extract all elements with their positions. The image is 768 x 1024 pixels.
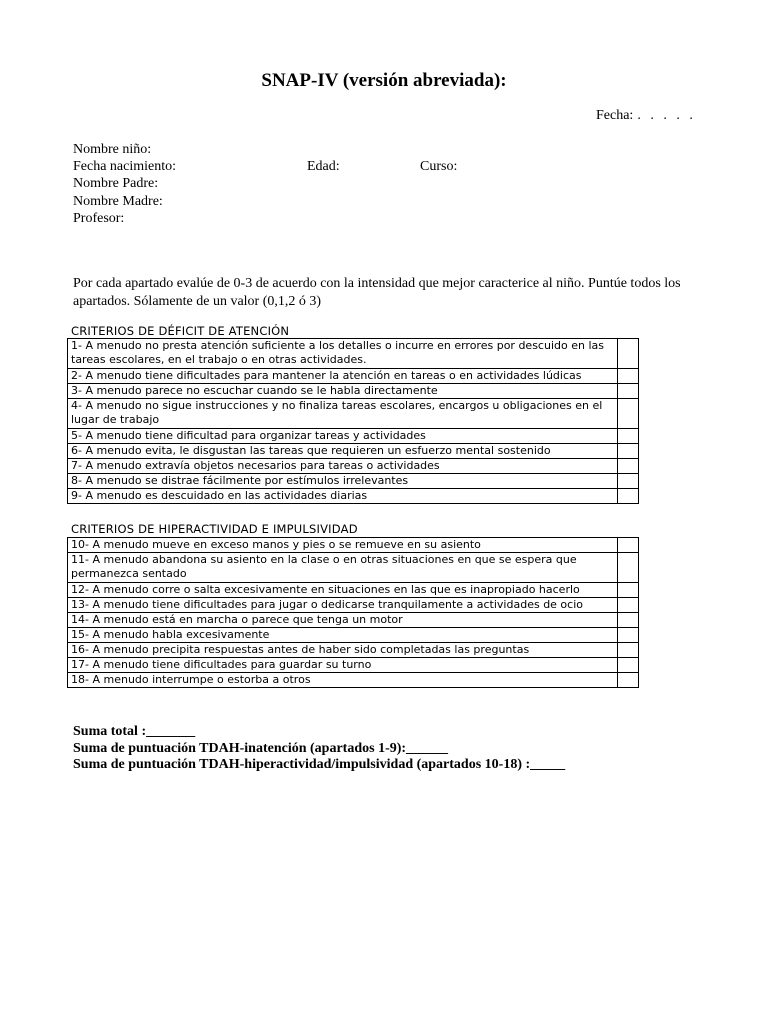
- suma-hiperactividad: Suma de puntuación TDAH-hiperactividad/impulsividad (apartados 10-18) :_____: [73, 757, 566, 772]
- fecha-nacimiento-label: Fecha nacimiento:: [73, 159, 177, 175]
- nombre-padre-label: Nombre Padre:: [73, 176, 159, 192]
- score-cell[interactable]: [618, 598, 639, 613]
- criterion-text: 7- A menudo extravía objetos necesarios para tareas o actividades: [68, 459, 618, 474]
- sums-block: [73, 724, 565, 774]
- criteria-table-inatencion: [67, 338, 639, 504]
- profesor-label: Profesor:: [73, 210, 125, 226]
- table-row: [68, 613, 639, 628]
- score-cell[interactable]: [618, 628, 639, 643]
- criteria-table-hiperactividad: [67, 537, 639, 688]
- table-row: [68, 489, 639, 504]
- score-cell[interactable]: [618, 613, 639, 628]
- score-cell[interactable]: [618, 399, 639, 429]
- document-title: SNAP-IV (versión abreviada):: [261, 70, 507, 91]
- score-cell[interactable]: [618, 339, 639, 369]
- table-row: [68, 384, 639, 399]
- suma-total: Suma total :_______: [73, 724, 196, 739]
- criterion-text: 9- A menudo es descuidado en las actividades diarias: [68, 489, 618, 504]
- table-row: [68, 429, 639, 444]
- score-cell[interactable]: [618, 538, 639, 553]
- criterion-text: 18- A menudo interrumpe o estorba a otros: [68, 673, 618, 688]
- section-title-hiperactividad: CRITERIOS DE HIPERACTIVIDAD E IMPULSIVIDAD: [71, 522, 358, 536]
- nombre-madre-label: Nombre Madre:: [73, 193, 163, 209]
- curso-label: Curso:: [420, 159, 458, 175]
- table-row: [68, 369, 639, 384]
- score-cell[interactable]: [618, 489, 639, 504]
- criterion-text: 16- A menudo precipita respuestas antes de haber sido completadas las preguntas: [68, 643, 618, 658]
- criterion-text: 8- A menudo se distrae fácilmente por estímulos irrelevantes: [68, 474, 618, 489]
- criterion-text: 1- A menudo no presta atención suficiente a los detalles o incurre en errores por descuido en las tareas escolares, en el trabajo o en otras actividades.: [68, 339, 618, 369]
- score-cell[interactable]: [618, 384, 639, 399]
- fecha-dots: . . . . .: [637, 108, 696, 123]
- score-cell[interactable]: [618, 429, 639, 444]
- table-row: [68, 598, 639, 613]
- score-cell[interactable]: [618, 459, 639, 474]
- criterion-text: 13- A menudo tiene dificultades para jugar o dedicarse tranquilamente a actividades de ocio: [68, 598, 618, 613]
- patient-info: [73, 141, 458, 227]
- instructions-text: Por cada apartado evalúe de 0-3 de acuerdo con la intensidad que mejor caracterice al niño. Puntúe todos los apartados. Sólamente de un valor (0,1,2 ó 3): [73, 276, 681, 309]
- table-row: [68, 399, 639, 429]
- table-row: [68, 658, 639, 673]
- table-row: [68, 643, 639, 658]
- score-cell[interactable]: [618, 444, 639, 459]
- table-row: [68, 474, 639, 489]
- fecha-label: Fecha:: [596, 108, 634, 123]
- score-cell[interactable]: [618, 658, 639, 673]
- table-row: [68, 538, 639, 553]
- criterion-text: 10- A menudo mueve en exceso manos y pies o se remueve en su asiento: [68, 538, 618, 553]
- fecha-line: [596, 108, 696, 124]
- score-cell[interactable]: [618, 553, 639, 583]
- table-row: [68, 673, 639, 688]
- criterion-text: 3- A menudo parece no escuchar cuando se le habla directamente: [68, 384, 618, 399]
- criterion-text: 17- A menudo tiene dificultades para guardar su turno: [68, 658, 618, 673]
- criterion-text: 11- A menudo abandona su asiento en la clase o en otras situaciones en que se espera que permanezca sentado: [68, 553, 618, 583]
- section-title-inatencion: CRITERIOS DE DÉFICIT DE ATENCIÓN: [71, 324, 290, 338]
- edad-label: Edad:: [307, 159, 340, 175]
- table-row: [68, 339, 639, 369]
- criterion-text: 4- A menudo no sigue instrucciones y no finaliza tareas escolares, encargos u obligaciones en el lugar de trabajo: [68, 399, 618, 429]
- criterion-text: 2- A menudo tiene dificultades para mantener la atención en tareas o en actividades lúdicas: [68, 369, 618, 384]
- table-row: [68, 628, 639, 643]
- table-row: [68, 553, 639, 583]
- table-row: [68, 459, 639, 474]
- criterion-text: 5- A menudo tiene dificultad para organizar tareas y actividades: [68, 429, 618, 444]
- table-row: [68, 583, 639, 598]
- criterion-text: 14- A menudo está en marcha o parece que tenga un motor: [68, 613, 618, 628]
- criterion-text: 15- A menudo habla excesivamente: [68, 628, 618, 643]
- nombre-nino-label: Nombre niño:: [73, 142, 152, 157]
- criterion-text: 12- A menudo corre o salta excesivamente en situaciones en las que es inapropiado hacerlo: [68, 583, 618, 598]
- suma-inatencion: Suma de puntuación TDAH-inatención (apartados 1-9):______: [73, 740, 449, 756]
- score-cell[interactable]: [618, 673, 639, 688]
- score-cell[interactable]: [618, 474, 639, 489]
- score-cell[interactable]: [618, 643, 639, 658]
- criterion-text: 6- A menudo evita, le disgustan las tareas que requieren un esfuerzo mental sostenido: [68, 444, 618, 459]
- score-cell[interactable]: [618, 583, 639, 598]
- table-row: [68, 444, 639, 459]
- score-cell[interactable]: [618, 369, 639, 384]
